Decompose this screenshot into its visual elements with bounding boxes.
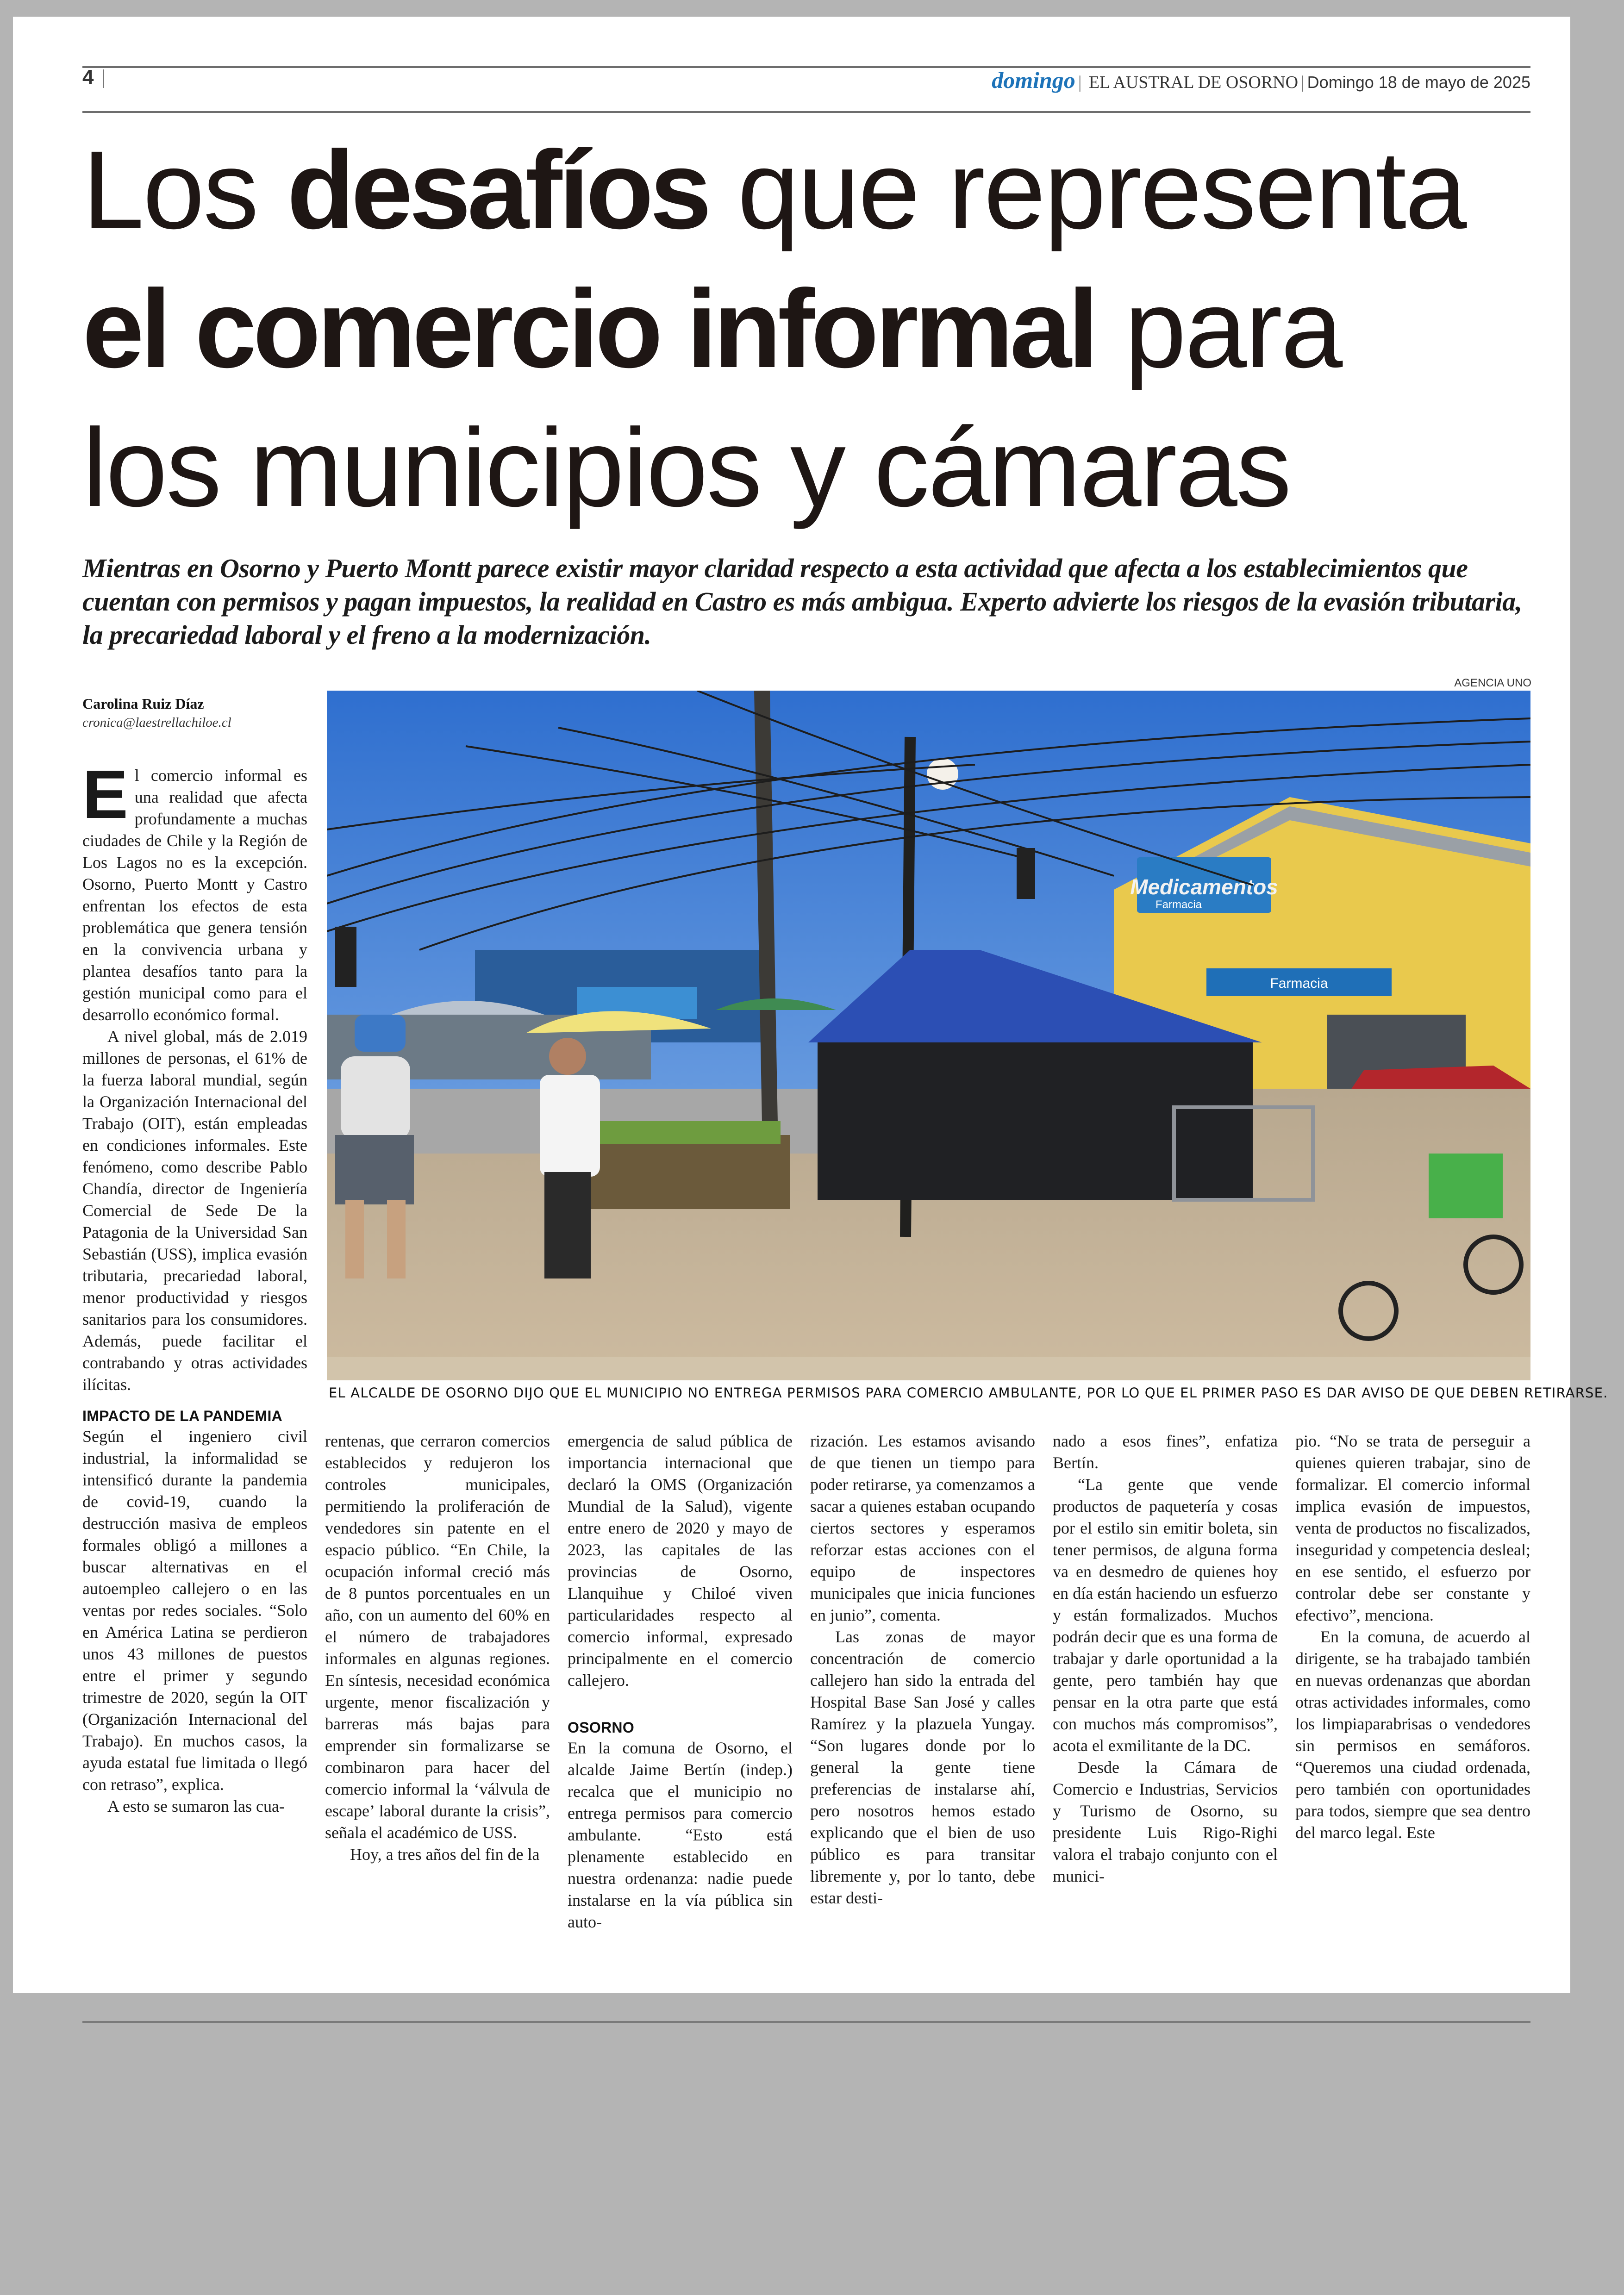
headline-emphasis: desafíos <box>287 128 708 252</box>
traffic-light <box>1017 848 1035 899</box>
lead-paragraph <box>82 756 307 1026</box>
produce-stand <box>586 1135 790 1209</box>
paragraph: “La gente que vende productos de paquetería y cosas por el estilo sin emitir boleta, sin tener permisos, de alguna forma va en desmedro de quienes hoy en día están haciendo un esfuerzo y están formalizados. Muchos podrán decir que es una forma de trabajar y darle oportunidad a la gente, pero también hay que pensar en la otra parte que está con muchos más compromisos”, acota el exmilitante de la DC. <box>1053 1475 1278 1755</box>
paragraph: Desde la Cámara de Comercio e Industrias, Servicios y Turismo de Osorno, su presidente Luis Rigo-Righi valora el trabajo conjunto con el munici- <box>1053 1758 1278 1885</box>
footer-rule <box>82 2021 1530 2023</box>
paragraph: rización. Les estamos avisando de que tienen un tiempo para poder retirarse, ya comenzamos a sacar a quienes estaban ocupando ciertos sectores y esperamos reforzar estas acciones con el equipo de inspectores municipales que inicia funciones en junio”, comenta. <box>810 1432 1035 1624</box>
subhead-osorno: OSORNO <box>568 1719 635 1736</box>
byline <box>82 695 305 730</box>
headline <box>82 120 1555 537</box>
subhead-pandemia: IMPACTO DE LA PANDEMIA <box>82 1408 283 1424</box>
paragraph: En la comuna de Osorno, el alcalde Jaime Bertín (indep.) recalca que el municipio no entrega permisos para comercio ambulante. “Esto está plenamente establecido en nuestra ordenanza: nadie puede instalarse en la vía pública sin auto- <box>568 1739 793 1931</box>
header-divider <box>103 69 104 88</box>
article-column-4 <box>810 1430 1035 1909</box>
pharmacy-sign-text: Medicamentos <box>1130 875 1278 899</box>
paragraph-text: l comercio informal es una realidad que afecta profundamente a muchas ciudades de Chile y la Región de Los Lagos no es la excepción. Osorno, Puerto Montt y Castro enfrentan los efectos de esta problemática que genera tensión en la convivencia urbana y plantea desafíos tanto para la gestión municipal como para el desarrollo económico formal. <box>82 766 307 1024</box>
paragraph: rentenas, que cerraron comercios establecidos y redujeron los controles municipales, permitiendo la proliferación de vendedores sin patente en el espacio público. “En Chile, la ocupación informal creció más de 8 puntos porcentuales en un año, con un aumento del 60% en el número de trabajadores informales en algunas regiones. En síntesis, necesidad económica urgente, menor fiscalización y barreras más bajas para emprender sin formalizarse se combinaron para hacer del comercio informal la ‘válvula de escape’ laboral durante la crisis”, señala el académico de USS. <box>325 1432 550 1842</box>
farmacia-banner-text: Farmacia <box>1270 976 1328 991</box>
green-bag <box>1429 1154 1503 1218</box>
paragraph: Hoy, a tres años del fin de la <box>350 1845 540 1864</box>
traffic-light <box>335 927 356 987</box>
headline-text: para <box>1095 267 1342 391</box>
produce <box>595 1121 781 1144</box>
author-name: Carolina Ruiz Díaz <box>82 695 204 712</box>
folio: domingo | EL AUSTRAL DE OSORNO | Domingo 18 de mayo de 2025 <box>992 67 1530 93</box>
tent-tarp <box>818 1042 1253 1200</box>
headline-text: Los <box>82 128 287 252</box>
article-column-2 <box>325 1430 550 1865</box>
issue-date: Domingo 18 de mayo de 2025 <box>1307 73 1530 92</box>
paragraph: emergencia de salud pública de importancia internacional que declaró la OMS (Organización Mundial de la Salud), vigente entre enero de 2020 y mayo de 2023, las capitales de las provincias de Osorno, Llanquihue y Chiloé viven particularidades respecto al comercio informal, expresado principalmente en el comercio callejero. <box>568 1432 793 1690</box>
article-column-3 <box>568 1430 793 1933</box>
header-bottom-rule <box>82 111 1530 113</box>
page-number: 4 <box>82 66 94 88</box>
photo-credit: AGENCIA UNO <box>1454 677 1531 689</box>
paragraph: pio. “No se trata de perseguir a quienes quieren trabajar, sino de formalizar. El comercio informal implica evasión de impuestos, venta de productos no fiscalizados, inseguridad y competencia desleal; en ese sentido, el esfuerzo por controlar debe ser constante y efectivo”, menciona. <box>1295 1432 1530 1624</box>
lamp-globe <box>927 758 958 790</box>
page-header <box>82 56 1530 102</box>
headline-text: los municipios y cámaras <box>82 405 1290 530</box>
pharmacy-sign-label: Farmacia <box>1156 898 1202 911</box>
headline-emphasis: el comercio informal <box>82 267 1095 391</box>
paragraph: En la comuna, de acuerdo al dirigente, se ha trabajado también en nuevas ordenanzas que abordan otras actividades informales, como los limpiaparabrisas o vendedores sin permisos en semáforos. “Queremos una ciudad ordenada, pero también con oportunidades para todos, siempre que sea dentro del marco legal. Este <box>1295 1628 1530 1842</box>
article-column-6 <box>1295 1430 1530 1844</box>
newspaper-name: EL AUSTRAL DE OSORNO <box>1088 73 1299 92</box>
headline-text: que representa <box>708 128 1466 252</box>
author-email: cronica@laestrellachiloe.cl <box>82 715 231 730</box>
article-column-1 <box>82 756 307 1817</box>
section-brand: domingo <box>992 67 1075 93</box>
paragraph: Las zonas de mayor concentración de comercio callejero han sido la entrada del Hospital Base San José y calles Ramírez y la plazuela Yungay. “Son lugares donde por lo general la gente tiene preferencias de instalarse ahí, pero nosotros hemos estado explicando que el bien de uso público es para transitar libremente y, por lo tanto, debe estar desti- <box>810 1628 1035 1907</box>
drop-cap: E <box>82 756 128 833</box>
article-column-5 <box>1053 1430 1278 1887</box>
paragraph: A nivel global, más de 2.019 millones de personas, el 61% de la fuerza laboral mundial, según la Organización Internacional del Trabajo (OIT), están empleadas en condiciones informales. Este fenómeno, como describe Pablo Chandía, director de Ingeniería Comercial de Sede De la Patagonia de la Universidad San Sebastián (USS), implica evasión tributaria, precariedad laboral, menor productividad y riesgos sanitarios para los consumidores. Además, puede facilitar el contrabando y otras actividades ilícitas. <box>82 1027 307 1394</box>
photo-caption: EL ALCALDE DE OSORNO DIJO QUE EL MUNICIPIO NO ENTREGA PERMISOS PARA COMERCIO AMBULANTE, POR LO QUE EL PRIMER PASO ES DAR AVISO DE QUE DEBEN RETIRARSE. <box>329 1385 1608 1401</box>
paragraph: nado a esos fines”, enfatiza Bertín. <box>1053 1432 1278 1472</box>
deck: Mientras en Osorno y Puerto Montt parece existir mayor claridad respecto a esta actividad que afecta a los establecimientos que cuentan con permisos y pagan impuestos, la realidad en Castro es más ambigua. Experto advierte los riesgos de la evasión tributaria, la precariedad laboral y el freno a la modernización. <box>82 553 1522 650</box>
paragraph: A esto se sumaron las cua- <box>107 1797 285 1815</box>
street-market-photo <box>327 691 1530 1380</box>
paragraph: Según el ingeniero civil industrial, la informalidad se intensificó durante la pandemia de covid-19, cuando la destrucción masiva de empleos formales obligó a millones a buscar alternativas en el autoempleo callejero o en las ventas por redes sociales. “Solo en América Latina se perdieron unos 43 millones de puestos entre el primer y segundo trimestre de 2020, según la OIT (Organización Internacional del Trabajo). En muchos casos, la ayuda estatal fue limitada o llegó con retraso”, explica. <box>82 1427 307 1794</box>
